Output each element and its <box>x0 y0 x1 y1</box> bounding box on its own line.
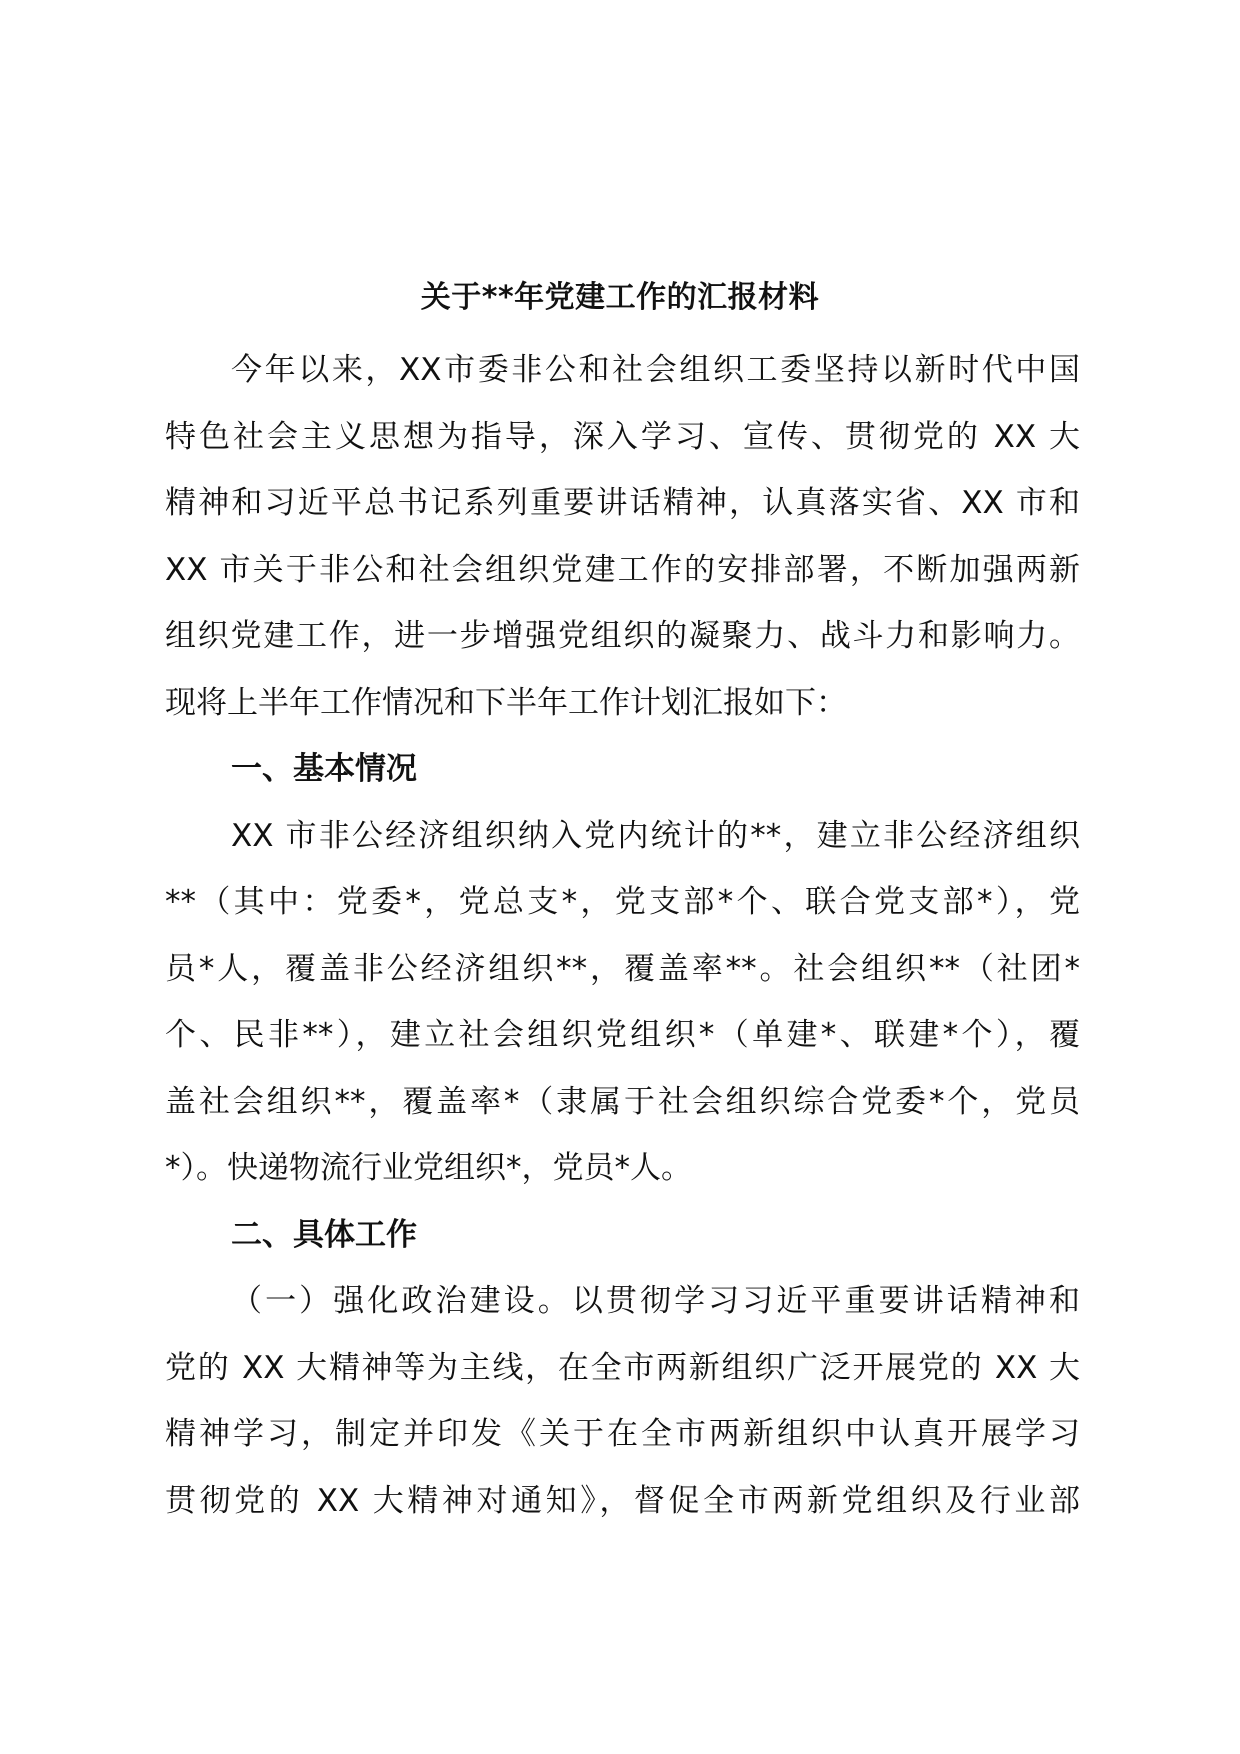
section1-line-4: 个、民非**），建立社会组织党组织*（单建*、联建*个），覆 <box>165 1017 1080 1053</box>
section2-line-2: 党的 XX 大精神等为主线，在全市两新组织广泛开展党的 XX 大 <box>165 1349 1080 1386</box>
section2-line-4: 贯彻党的 XX 大精神对通知》，督促全市两新党组织及行业部 <box>165 1482 1080 1519</box>
section2-line-1: （一）强化政治建设。以贯彻学习习近平重要讲话精神和 <box>231 1283 1080 1319</box>
document-body <box>165 337 1080 1534</box>
intro-line-5: 组织党建工作，进一步增强党组织的凝聚力、战斗力和影响力。 <box>165 618 1080 654</box>
section-heading-work: 二、具体工作 <box>231 1216 417 1253</box>
intro-line-4: XX 市关于非公和社会组织党建工作的安排部署，不断加强两新 <box>165 551 1080 588</box>
intro-line-6: 现将上半年工作情况和下半年工作计划汇报如下： <box>165 684 847 721</box>
section1-line-6: *）。快递物流行业党组织*，党员*人。 <box>165 1150 692 1186</box>
intro-line-1: 今年以来，XX市委非公和社会组织工委坚持以新时代中国 <box>231 352 1080 388</box>
intro-line-2: 特色社会主义思想为指导，深入学习、宣传、贯彻党的 XX 大 <box>165 418 1080 455</box>
section1-line-5: 盖社会组织**，覆盖率*（隶属于社会组织综合党委*个，党员 <box>165 1083 1080 1120</box>
section1-line-3: 员*人，覆盖非公经济组织**，覆盖率**。社会组织**（社团* <box>165 950 1080 987</box>
section1-line-1: XX 市非公经济组织纳入党内统计的**，建立非公经济组织 <box>231 817 1080 854</box>
section-heading-basic: 一、基本情况 <box>231 751 417 787</box>
document-title: 关于**年党建工作的汇报材料 <box>420 280 820 315</box>
intro-line-3: 精神和习近平总书记系列重要讲话精神，认真落实省、XX 市和 <box>165 485 1080 521</box>
section2-line-3: 精神学习，制定并印发《关于在全市两新组织中认真开展学习 <box>165 1416 1080 1452</box>
section1-line-2: **（其中：党委*，党总支*，党支部*个、联合党支部*），党 <box>165 884 1080 920</box>
